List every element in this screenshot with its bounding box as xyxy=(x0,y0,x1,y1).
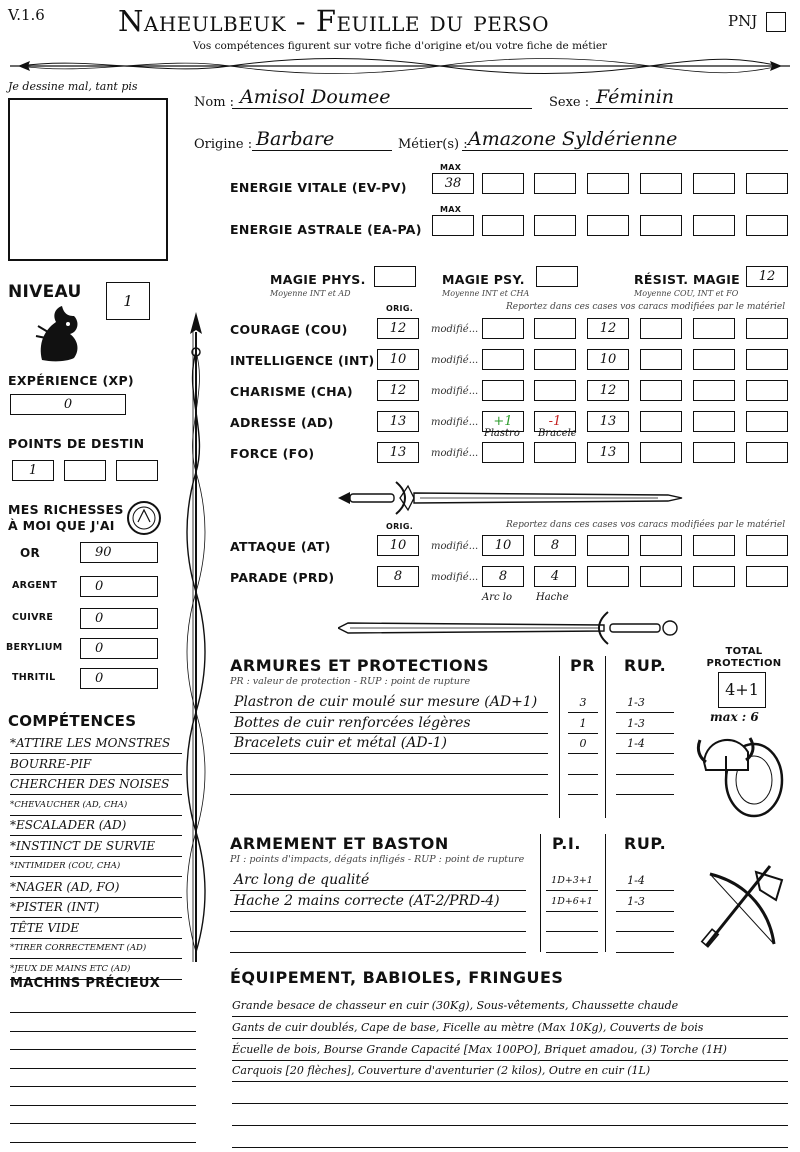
armures-divider xyxy=(605,656,606,818)
armure-name: Bottes de cuir renforcées légères xyxy=(234,714,471,731)
combat-modif-box[interactable]: 8 xyxy=(534,535,576,556)
machins-line[interactable] xyxy=(10,1086,196,1087)
sword-ornament-icon xyxy=(338,608,684,648)
arme-rup-line[interactable] xyxy=(616,911,674,932)
dragon-icon xyxy=(34,304,84,364)
carac-modif-box[interactable] xyxy=(746,380,788,401)
combat-modif-box[interactable] xyxy=(587,535,629,556)
money-label: CUIVRE xyxy=(12,612,54,623)
arme-rup: 1-4 xyxy=(627,874,645,887)
armure-pr: 3 xyxy=(579,696,587,709)
version-label: V.1.6 xyxy=(8,6,45,24)
carac-modif-box[interactable] xyxy=(482,349,524,370)
equipement-line[interactable] xyxy=(232,1105,788,1126)
armure-pr: 0 xyxy=(579,737,587,750)
destin-box-3[interactable] xyxy=(116,460,158,481)
competence-item: *INSTINCT DE SURVIE xyxy=(10,837,182,857)
arme-pi: 1D+3+1 xyxy=(551,875,593,886)
combat-orig-box[interactable]: 8 xyxy=(377,566,419,587)
machins-line[interactable] xyxy=(10,1068,196,1069)
carac-modif-box[interactable]: 10 xyxy=(587,349,629,370)
carac-modif-box[interactable] xyxy=(482,442,524,463)
ea-tracker-box[interactable] xyxy=(534,215,576,236)
money-box[interactable]: 0 xyxy=(80,608,158,629)
crossed-weapons-icon xyxy=(690,854,790,954)
header-vine-ornament xyxy=(0,54,800,78)
money-box[interactable]: 90 xyxy=(80,542,158,563)
sexe-value: Féminin xyxy=(596,86,675,108)
armure-pr-line[interactable] xyxy=(568,754,598,775)
combat-modif-box[interactable] xyxy=(587,566,629,587)
combat-note-hache: Hache xyxy=(536,592,569,603)
carac-modif-label: modifié... xyxy=(431,417,479,428)
combat-modif-box[interactable]: 4 xyxy=(534,566,576,587)
resist-magie-sub: Moyenne COU, INT et FO xyxy=(634,289,739,298)
machins-label: MACHINS PRÉCIEUX xyxy=(10,976,161,991)
armure-rup: 1-3 xyxy=(627,696,645,709)
money-label: ARGENT xyxy=(12,580,58,591)
armures-sub: PR : valeur de protection - RUP : point de rupture xyxy=(230,676,471,687)
equipement-line[interactable]: Écuelle de bois, Bourse Grande Capacité [Max 100PO], Briquet amadou, (3) Torche (1H) xyxy=(232,1040,788,1061)
carac-orig-box[interactable]: 12 xyxy=(377,380,419,401)
magie-psy-sub: Moyenne INT et CHA xyxy=(442,289,530,298)
magie-phys-label: MAGIE PHYS. xyxy=(270,272,366,287)
combat-modif-box[interactable] xyxy=(693,535,735,556)
carac-modif-box[interactable] xyxy=(693,318,735,339)
carac-modif-box[interactable] xyxy=(746,411,788,432)
arme-name: Arc long de qualité xyxy=(234,872,370,888)
sword-ornament-icon xyxy=(338,478,684,518)
armures-divider xyxy=(559,656,560,818)
carac-orig-box[interactable]: 10 xyxy=(377,349,419,370)
carac-modif-box[interactable] xyxy=(534,380,576,401)
metier-label: Métier(s) : xyxy=(398,137,468,152)
equipement-line[interactable]: Gants de cuir doublés, Cape de base, Ficelle au mètre (Max 10Kg), Couverts de bois xyxy=(232,1018,788,1039)
machins-line[interactable] xyxy=(10,1031,196,1032)
armure-row-line[interactable] xyxy=(230,754,548,775)
resist-magie-label: RÉSIST. MAGIE xyxy=(634,272,741,287)
ea-label: ENERGIE ASTRALE (EA-PA) xyxy=(230,222,422,237)
armement-divider xyxy=(605,834,606,952)
combat-orig-box[interactable]: 10 xyxy=(377,535,419,556)
armement-divider xyxy=(540,834,541,952)
carac-modif-box[interactable]: 13 xyxy=(587,411,629,432)
combat-modif-label: modifié... xyxy=(431,541,479,552)
richesses-label-1: MES RICHESSES xyxy=(8,502,124,517)
money-label: OR xyxy=(20,546,41,560)
combat-label: PARADE (PRD) xyxy=(230,570,335,585)
ev-max-box[interactable]: 38 xyxy=(432,173,474,194)
competence-item: CHERCHER DES NOISES xyxy=(10,775,182,795)
armure-pr-line[interactable] xyxy=(568,774,598,795)
carac-modif-box[interactable] xyxy=(746,442,788,463)
competence-item: *TIRER CORRECTEMENT (AD) xyxy=(10,939,182,959)
combat-note-arc: Arc lo xyxy=(482,592,512,603)
arme-pi-line[interactable] xyxy=(546,911,598,932)
ea-tracker-box[interactable] xyxy=(640,215,682,236)
machins-line[interactable] xyxy=(10,1142,196,1143)
richesses-label-2: À MOI QUE J'AI xyxy=(8,518,115,533)
ev-label: ENERGIE VITALE (EV-PV) xyxy=(230,180,407,195)
arme-pi: 1D+6+1 xyxy=(551,895,593,907)
competence-item: *CHEVAUCHER (AD, CHA) xyxy=(10,796,182,816)
carac-modif-label: modifié... xyxy=(431,386,479,397)
armure-rup: 1-4 xyxy=(627,737,645,750)
arme-pi-line[interactable] xyxy=(546,932,598,953)
armement-col-pi: P.I. xyxy=(552,834,581,853)
money-label: BERYLIUM xyxy=(6,642,63,653)
ev-tracker-box[interactable] xyxy=(746,173,788,194)
pnj-checkbox[interactable] xyxy=(766,12,786,32)
page-title: Naheulbeuk - Feuille du perso xyxy=(118,4,550,38)
machins-line[interactable] xyxy=(10,1049,196,1050)
portrait-caption: Je dessine mal, tant pis xyxy=(8,80,138,93)
metier-value: Amazone Syldérienne xyxy=(468,128,678,150)
ea-tracker-box[interactable] xyxy=(482,215,524,236)
carac-modif-label: modifié... xyxy=(431,324,479,335)
carac-label: COURAGE (COU) xyxy=(230,322,348,337)
carac-modif-box[interactable]: +1 xyxy=(482,411,524,432)
helmet-shield-icon xyxy=(692,722,788,822)
ev-tracker-box[interactable] xyxy=(482,173,524,194)
combat-modif-box[interactable] xyxy=(693,566,735,587)
carac-modif-box[interactable] xyxy=(640,349,682,370)
carac-label: CHARISME (CHA) xyxy=(230,384,353,399)
carac-modif-box[interactable] xyxy=(482,380,524,401)
combat-modif-box[interactable]: 8 xyxy=(482,566,524,587)
xp-box[interactable]: 0 xyxy=(10,394,126,415)
magie-psy-box[interactable] xyxy=(536,266,578,287)
money-box[interactable]: 0 xyxy=(80,668,158,689)
ad-note-bracele: Bracele xyxy=(538,428,577,439)
armement-sub: PI : points d'impacts, dégats infligés - RUP : point de rupture xyxy=(230,854,525,865)
carac-modif-box[interactable] xyxy=(534,349,576,370)
armure-rup-line[interactable] xyxy=(616,774,674,795)
equipement-line[interactable] xyxy=(232,1083,788,1104)
combat-modif-box[interactable] xyxy=(640,566,682,587)
carac-modif-box[interactable]: 13 xyxy=(587,442,629,463)
carac-modif-box[interactable]: -1 xyxy=(534,411,576,432)
armures-col-rup: RUP. xyxy=(624,656,667,675)
equipement-line[interactable]: Grande besace de chasseur en cuir (30Kg), Sous-vêtements, Chaussette chaude xyxy=(232,996,788,1017)
carac-modif-box[interactable] xyxy=(534,318,576,339)
caracs-note: Reportez dans ces cases vos caracs modifiées par le matériel xyxy=(506,302,786,312)
sexe-label: Sexe : xyxy=(549,95,590,110)
competence-item: *JEUX DE MAINS ETC (AD) xyxy=(10,960,182,980)
portrait-box[interactable] xyxy=(8,98,168,261)
armure-name: Plastron de cuir moulé sur mesure (AD+1) xyxy=(234,694,538,710)
coin-icon xyxy=(126,500,162,536)
carac-modif-label: modifié... xyxy=(431,448,479,459)
destin-box-1[interactable]: 1 xyxy=(12,460,54,481)
carac-modif-box[interactable]: 12 xyxy=(587,318,629,339)
origine-value: Barbare xyxy=(256,128,335,150)
carac-modif-box[interactable] xyxy=(693,442,735,463)
carac-modif-box[interactable]: 12 xyxy=(587,380,629,401)
carac-label: ADRESSE (AD) xyxy=(230,415,334,430)
armement-title: ARMEMENT ET BASTON xyxy=(230,834,449,853)
armure-name: Bracelets cuir et métal (AD-1) xyxy=(234,735,447,751)
arme-name: Hache 2 mains correcte (AT-2/PRD-4) xyxy=(234,892,500,909)
resist-magie-box[interactable]: 12 xyxy=(746,266,788,287)
carac-label: FORCE (FO) xyxy=(230,446,315,461)
carac-orig-box[interactable]: 13 xyxy=(377,411,419,432)
carac-orig-box[interactable]: 12 xyxy=(377,318,419,339)
carac-modif-box[interactable] xyxy=(640,442,682,463)
total-protection-label: TOTAL PROTECTION xyxy=(706,646,782,669)
nom-label: Nom : xyxy=(194,95,235,110)
money-box[interactable]: 0 xyxy=(80,638,158,659)
equipement-line[interactable]: Carquois [20 flèches], Couverture d'aventurier (2 kilos), Outre en cuir (1L) xyxy=(232,1061,788,1082)
armures-title: ARMURES ET PROTECTIONS xyxy=(230,656,489,675)
money-label: THRITIL xyxy=(12,672,56,683)
competence-item: *PISTER (INT) xyxy=(10,898,182,918)
arme-rup: 1-3 xyxy=(627,894,645,908)
arme-rup-line[interactable] xyxy=(616,932,674,953)
competence-item: *ATTIRE LES MONSTRES xyxy=(10,734,182,754)
carac-modif-box[interactable] xyxy=(640,380,682,401)
combat-modif-box[interactable] xyxy=(746,535,788,556)
xp-label: EXPÉRIENCE (XP) xyxy=(8,373,134,388)
page-subtitle: Vos compétences figurent sur votre fiche d'origine et/ou votre fiche de métier xyxy=(192,40,608,52)
carac-modif-box[interactable] xyxy=(693,411,735,432)
niveau-label: NIVEAU xyxy=(8,282,82,302)
carac-modif-box[interactable] xyxy=(746,349,788,370)
money-box[interactable]: 0 xyxy=(80,576,158,597)
origine-label: Origine : xyxy=(194,137,253,152)
ea-tracker-box[interactable] xyxy=(693,215,735,236)
ea-tracker-box[interactable] xyxy=(746,215,788,236)
ev-tracker-box[interactable] xyxy=(534,173,576,194)
carac-modif-label: modifié... xyxy=(431,355,479,366)
carac-modif-box[interactable] xyxy=(693,349,735,370)
armure-pr: 1 xyxy=(579,716,587,730)
carac-modif-box[interactable] xyxy=(534,442,576,463)
competence-item: *INTIMIDER (COU, CHA) xyxy=(10,857,182,877)
carac-modif-box[interactable] xyxy=(640,318,682,339)
competence-item: TÊTE VIDE xyxy=(10,919,182,939)
nom-value: Amisol Doumee xyxy=(240,86,391,108)
competence-item: *ESCALADER (AD) xyxy=(10,816,182,836)
machins-line[interactable] xyxy=(10,1012,196,1013)
carac-modif-box[interactable] xyxy=(693,380,735,401)
carac-orig-box[interactable]: 13 xyxy=(377,442,419,463)
competence-item: BOURRE-PIF xyxy=(10,755,182,775)
carac-modif-box[interactable] xyxy=(746,318,788,339)
competence-item: *NAGER (AD, FO) xyxy=(10,878,182,898)
combat-modif-label: modifié... xyxy=(431,572,479,583)
spear-ornament-icon xyxy=(176,312,216,972)
combat-note: Reportez dans ces cases vos caracs modifiées par le matériel xyxy=(506,520,786,530)
magie-phys-sub: Moyenne INT et AD xyxy=(270,289,351,298)
machins-line[interactable] xyxy=(10,1105,196,1106)
ev-tracker-box[interactable] xyxy=(587,173,629,194)
destin-box-2[interactable] xyxy=(64,460,106,481)
carac-label: INTELLIGENCE (INT) xyxy=(230,353,375,368)
combat-modif-box[interactable] xyxy=(746,566,788,587)
ea-max-box[interactable] xyxy=(432,215,474,236)
combat-modif-box[interactable]: 10 xyxy=(482,535,524,556)
machins-line[interactable] xyxy=(10,1123,196,1124)
niveau-box[interactable]: 1 xyxy=(106,282,150,320)
ev-tracker-box[interactable] xyxy=(693,173,735,194)
ev-max-label: MAX xyxy=(440,163,462,172)
equipement-title: ÉQUIPEMENT, BABIOLES, FRINGUES xyxy=(230,968,564,987)
armure-rup: 1-3 xyxy=(627,716,645,730)
armures-col-pr: PR xyxy=(570,656,596,675)
ad-note-plastro: Plastro xyxy=(484,428,520,439)
ea-tracker-box[interactable] xyxy=(587,215,629,236)
combat-modif-box[interactable] xyxy=(640,535,682,556)
magie-psy-label: MAGIE PSY. xyxy=(442,272,525,287)
competences-label: COMPÉTENCES xyxy=(8,712,137,730)
armement-col-rup: RUP. xyxy=(624,834,667,853)
arme-row-line[interactable] xyxy=(230,932,526,953)
ev-tracker-box[interactable] xyxy=(640,173,682,194)
carac-modif-box[interactable] xyxy=(640,411,682,432)
carac-modif-box[interactable] xyxy=(482,318,524,339)
destin-label: POINTS DE DESTIN xyxy=(8,436,145,451)
combat-label: ATTAQUE (AT) xyxy=(230,539,331,554)
total-protection-box[interactable]: 4+1 xyxy=(718,672,766,708)
magie-phys-box[interactable] xyxy=(374,266,416,287)
ea-max-label: MAX xyxy=(440,205,462,214)
pnj-label: PNJ xyxy=(728,12,758,30)
caracs-orig-label: ORIG. xyxy=(386,304,414,313)
armure-rup-line[interactable] xyxy=(616,754,674,775)
total-protection-max: max : 6 xyxy=(710,710,759,724)
combat-orig-label: ORIG. xyxy=(386,522,414,531)
armure-row-line[interactable] xyxy=(230,774,548,795)
arme-row-line[interactable] xyxy=(230,911,526,932)
equipement-line[interactable] xyxy=(232,1127,788,1148)
